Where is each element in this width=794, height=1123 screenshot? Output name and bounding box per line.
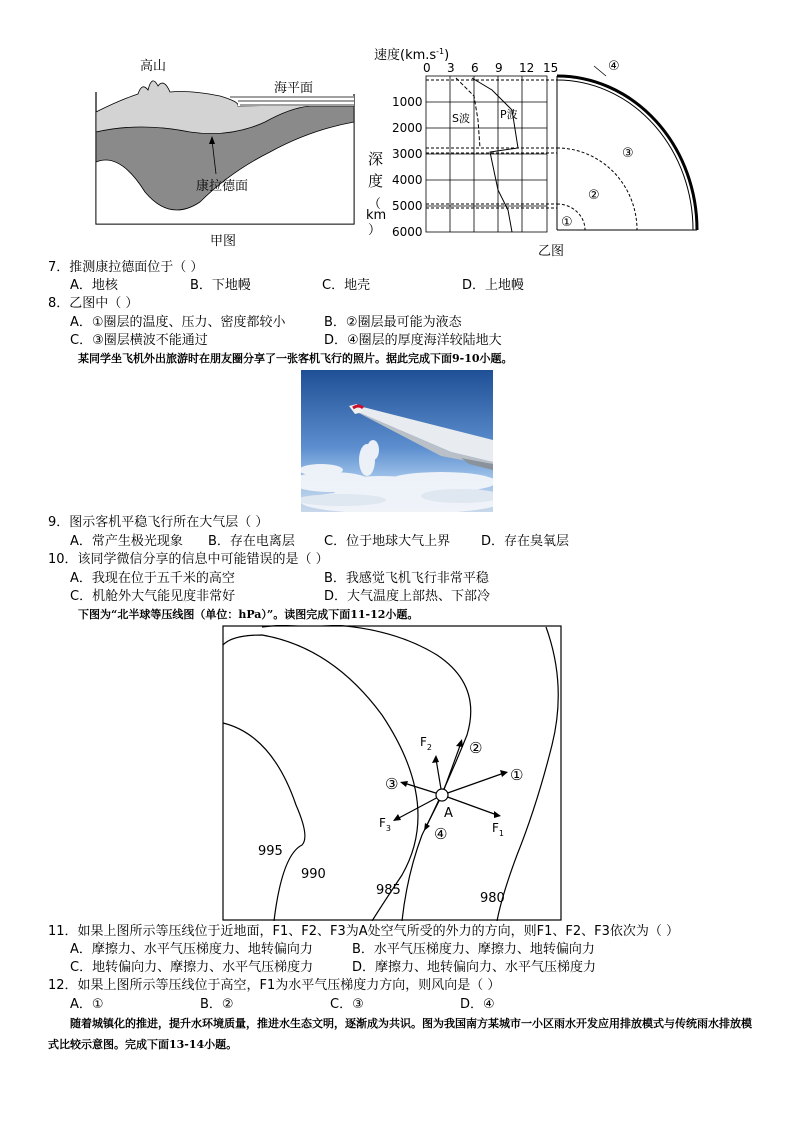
depth-title-char: km: [366, 208, 387, 223]
point-a-label: A: [444, 806, 453, 821]
question-11-stem: 11．如果上图所示等压线位于近地面，F1、F2、F3为A处空气所受的外力的方向，则F1、F2、F3依次为（ ）: [48, 924, 680, 939]
isobar-label-980: 980: [480, 891, 505, 906]
direction-1-label: ①: [510, 766, 524, 784]
q10-option-a: A．我现在位于五千米的高空: [70, 571, 235, 586]
speed-tick-12: 12: [519, 61, 535, 75]
layer-2-label: ②: [588, 188, 600, 203]
speed-tick-6: 6: [471, 61, 479, 75]
q8-option-d: D．④圈层的厚度海洋较陆地大: [324, 333, 502, 348]
depth-tick-5000: 5000: [392, 199, 423, 213]
q7-option-a: A．地核: [70, 278, 118, 293]
question-9-stem: 9．图示客机平稳飞行所在大气层（ ）: [48, 515, 269, 530]
layer-1-label: ①: [561, 215, 573, 230]
intro-questions-11-12: 下图为“北半球等压线图（单位：hPa）”。读图完成下面11-12小题。: [78, 608, 419, 621]
velocity-grid: [426, 76, 547, 232]
layer-4-label: ④: [608, 59, 620, 74]
q8-option-c: C．③圈层横波不能通过: [70, 333, 208, 348]
sea-level-label: 海平面: [274, 81, 314, 96]
q11-option-b: B．水平气压梯度力、摩擦力、地转偏向力: [352, 942, 595, 957]
q11-option-d: D．摩擦力、地转偏向力、水平气压梯度力: [352, 960, 597, 975]
q12-option-a: A．①: [70, 997, 104, 1012]
speed-tick-0: 0: [423, 61, 431, 75]
s-wave-label: S波: [452, 112, 470, 125]
figure-jia: [90, 52, 360, 250]
figure-yi: [362, 40, 707, 262]
moho-label: 康拉德面: [196, 179, 249, 194]
layer-3-label: ③: [622, 146, 634, 161]
depth-tick-2000: 2000: [392, 121, 423, 135]
speed-tick-15: 15: [543, 61, 559, 75]
force-f2-label: $F_2$: [420, 735, 432, 752]
speed-tick-3: 3: [447, 61, 455, 75]
depth-tick-3000: 3000: [392, 147, 423, 161]
direction-2-label: ②: [469, 739, 483, 757]
intro-questions-13-14: 随着城镇化的推进，提升水环境质量，推进水生态文明，逐渐成为共识。图为我国南方某城市一小区雨水开发应用排放模式与传统雨水排放模式比较示意图。完成下面13-14小题。: [48, 1017, 752, 1051]
p-wave-curve: [472, 78, 518, 232]
figure-jia-caption: 甲图: [210, 234, 237, 249]
force-f3-label: $F_3$: [379, 816, 391, 833]
question-7-stem: 7．推测康拉德面位于（ ）: [48, 260, 204, 275]
q9-option-b: B．存在电离层: [208, 534, 295, 549]
depth-tick-1000: 1000: [392, 95, 423, 109]
depth-tick-labels: [392, 95, 423, 239]
depth-axis-title: [366, 150, 386, 238]
question-10-stem: 10．该同学微信分享的信息中可能错误的是（ ）: [48, 552, 329, 567]
depth-title-char: ）: [368, 223, 382, 238]
q9-option-c: C．位于地球大气上界: [324, 534, 451, 549]
point-a-marker: [436, 789, 448, 801]
direction-4-label: ④: [434, 825, 448, 843]
speed-tick-9: 9: [495, 61, 503, 75]
intro-questions-9-10: 某同学坐飞机外出旅游时在朋友圈分享了一张客机飞行的照片。据此完成下面9-10小题。: [78, 352, 513, 365]
q12-option-b: B．②: [200, 997, 234, 1012]
q12-option-c: C．③: [330, 997, 364, 1012]
depth-tick-4000: 4000: [392, 173, 423, 187]
q8-option-b: B．②圈层最可能为液态: [324, 315, 462, 330]
q7-option-b: B．下地幔: [190, 278, 251, 293]
q9-option-a: A．常产生极光现象: [70, 534, 183, 549]
figure-yi-caption: 乙图: [538, 244, 565, 259]
depth-title-char: 度: [368, 172, 384, 190]
q9-option-d: D．存在臭氧层: [481, 534, 570, 549]
depth-title-char: （: [368, 197, 382, 212]
isobar-label-990: 990: [301, 867, 326, 882]
q7-option-c: C．地壳: [322, 278, 371, 293]
airplane-wing-photo: [301, 370, 493, 512]
isobar-map: [222, 625, 562, 921]
isobar-label-995: 995: [258, 844, 283, 859]
mountain-label: 高山: [140, 59, 167, 74]
isobar-label-985: 985: [376, 883, 401, 898]
speed-axis-title: 速度$(km.s^{-1})$: [374, 47, 450, 63]
direction-3-label: ③: [385, 775, 399, 793]
q8-option-a: A．①圈层的温度、压力、密度都较小: [70, 315, 286, 330]
q12-option-d: D．④: [460, 997, 495, 1012]
q7-option-d: D．上地幔: [462, 278, 525, 293]
force-f1-label: $F_1$: [492, 821, 504, 838]
depth-tick-6000: 6000: [392, 225, 423, 239]
speed-tick-labels: [423, 61, 558, 75]
p-wave-label: P波: [500, 108, 518, 121]
q11-option-a: A．摩擦力、水平气压梯度力、地转偏向力: [70, 942, 313, 957]
question-12-stem: 12．如果上图所示等压线位于高空，F1为水平气压梯度力方向，则风向是（ ）: [48, 978, 501, 993]
question-8-stem: 8．乙图中（ ）: [48, 296, 139, 311]
q10-option-c: C．机舱外大气能见度非常好: [70, 589, 236, 604]
q10-option-d: D．大气温度上部热、下部冷: [324, 589, 491, 604]
q11-option-c: C．地转偏向力、摩擦力、水平气压梯度力: [70, 960, 314, 975]
depth-title-char: 深: [368, 150, 384, 168]
q10-option-b: B．我感觉飞机飞行非常平稳: [324, 571, 489, 586]
